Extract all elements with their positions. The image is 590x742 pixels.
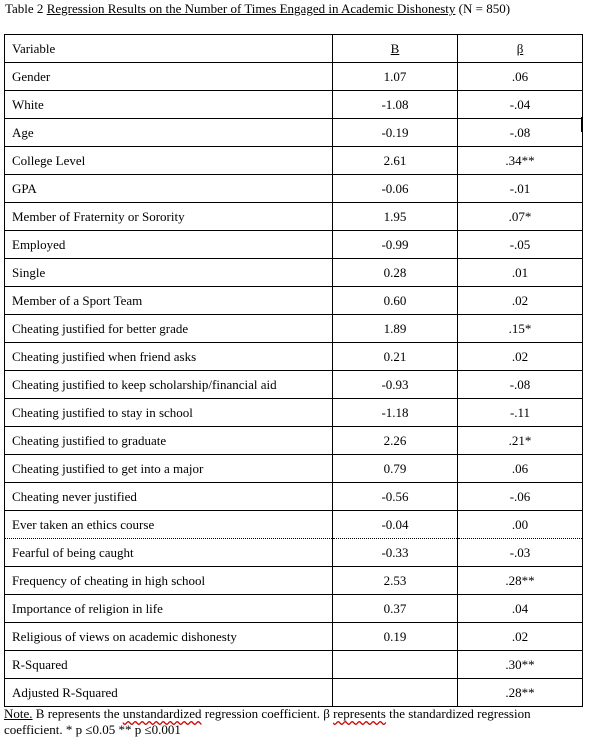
row-b-value: 0.21 bbox=[333, 343, 458, 371]
row-b-value: 0.79 bbox=[333, 455, 458, 483]
row-beta-value: .34** bbox=[458, 147, 583, 175]
table-row bbox=[5, 119, 583, 147]
table-row bbox=[5, 567, 583, 595]
table-row bbox=[5, 427, 583, 455]
table-row bbox=[5, 399, 583, 427]
header-b-label: B bbox=[390, 40, 400, 56]
row-beta-value: -.01 bbox=[458, 175, 583, 203]
row-variable: Age bbox=[5, 119, 333, 147]
table-row bbox=[5, 91, 583, 119]
row-beta-value: .06 bbox=[458, 455, 583, 483]
row-beta-value: .07* bbox=[458, 203, 583, 231]
note-label: Note. bbox=[4, 706, 33, 721]
row-variable: Gender bbox=[5, 63, 333, 91]
table-row bbox=[5, 483, 583, 511]
row-variable: Cheating justified to stay in school bbox=[5, 399, 333, 427]
row-b-value: 2.61 bbox=[333, 147, 458, 175]
row-variable: Employed bbox=[5, 231, 333, 259]
row-b-value: 0.19 bbox=[333, 623, 458, 651]
row-beta-value: .30** bbox=[458, 651, 583, 679]
row-b-value: 2.26 bbox=[333, 427, 458, 455]
note-text-2: regression coefficient. β bbox=[201, 706, 334, 721]
row-b-value: 1.89 bbox=[333, 315, 458, 343]
table-row bbox=[5, 623, 583, 651]
row-variable: Member of a Sport Team bbox=[5, 287, 333, 315]
table-caption bbox=[5, 1, 585, 17]
row-variable: Cheating justified to graduate bbox=[5, 427, 333, 455]
row-beta-value: .04 bbox=[458, 595, 583, 623]
row-b-value: 1.95 bbox=[333, 203, 458, 231]
table-row bbox=[5, 343, 583, 371]
row-variable: White bbox=[5, 91, 333, 119]
table-row bbox=[5, 63, 583, 91]
note-word-unstandardized: unstandardized bbox=[122, 706, 202, 721]
row-variable: R-Squared bbox=[5, 651, 333, 679]
row-beta-value: .02 bbox=[458, 287, 583, 315]
row-beta-value: -.11 bbox=[458, 399, 583, 427]
table-number: Table 2 bbox=[5, 1, 44, 16]
row-beta-value: -.04 bbox=[458, 91, 583, 119]
row-variable: GPA bbox=[5, 175, 333, 203]
row-variable: Religious of views on academic dishonesty bbox=[5, 623, 333, 651]
sample-size: (N = 850) bbox=[458, 1, 511, 16]
header-b bbox=[333, 35, 458, 63]
table-row bbox=[5, 511, 583, 539]
row-beta-value: .28** bbox=[458, 567, 583, 595]
table-row bbox=[5, 147, 583, 175]
row-variable: Cheating justified for better grade bbox=[5, 315, 333, 343]
note-word-represents: represents bbox=[333, 706, 386, 721]
row-b-value bbox=[333, 679, 458, 707]
header-row bbox=[5, 35, 583, 63]
row-b-value: -0.04 bbox=[333, 511, 458, 539]
table-row bbox=[5, 175, 583, 203]
row-b-value: -0.19 bbox=[333, 119, 458, 147]
row-variable: Cheating justified to get into a major bbox=[5, 455, 333, 483]
header-beta bbox=[458, 35, 583, 63]
header-beta-label: β bbox=[516, 40, 524, 56]
table-row bbox=[5, 371, 583, 399]
row-variable: Ever taken an ethics course bbox=[5, 511, 333, 539]
row-variable: Cheating never justified bbox=[5, 483, 333, 511]
row-beta-value: -.06 bbox=[458, 483, 583, 511]
header-variable: Variable bbox=[5, 35, 333, 63]
row-b-value: 2.53 bbox=[333, 567, 458, 595]
table-note bbox=[4, 706, 586, 738]
row-beta-value: -.08 bbox=[458, 371, 583, 399]
row-b-value: -0.33 bbox=[333, 539, 458, 567]
row-beta-value: .00 bbox=[458, 511, 583, 539]
row-beta-value: -.05 bbox=[458, 231, 583, 259]
row-beta-value: .02 bbox=[458, 623, 583, 651]
row-beta-value: -.08 bbox=[458, 119, 583, 147]
row-b-value: -0.93 bbox=[333, 371, 458, 399]
row-b-value: 1.07 bbox=[333, 63, 458, 91]
row-b-value: -1.08 bbox=[333, 91, 458, 119]
row-beta-value: .02 bbox=[458, 343, 583, 371]
row-variable: Importance of religion in life bbox=[5, 595, 333, 623]
row-variable: Cheating justified to keep scholarship/financial aid bbox=[5, 371, 333, 399]
row-beta-value: .28** bbox=[458, 679, 583, 707]
row-variable: Adjusted R-Squared bbox=[5, 679, 333, 707]
row-variable: Member of Fraternity or Sorority bbox=[5, 203, 333, 231]
table-row bbox=[5, 679, 583, 707]
row-beta-value: .01 bbox=[458, 259, 583, 287]
table-row bbox=[5, 595, 583, 623]
row-b-value bbox=[333, 651, 458, 679]
row-beta-value: -.03 bbox=[458, 539, 583, 567]
table-row bbox=[5, 231, 583, 259]
row-variable: Fearful of being caught bbox=[5, 539, 333, 567]
row-b-value: -1.18 bbox=[333, 399, 458, 427]
table-row bbox=[5, 315, 583, 343]
row-b-value: 0.37 bbox=[333, 595, 458, 623]
table-row bbox=[5, 287, 583, 315]
row-b-value: 0.28 bbox=[333, 259, 458, 287]
row-beta-value: .21* bbox=[458, 427, 583, 455]
note-text-3: the standardized regression coefficient. * p ≤0.05 ** p ≤0.001 bbox=[4, 706, 531, 737]
table-title: Regression Results on the Number of Times Engaged in Academic Dishonesty bbox=[46, 1, 456, 16]
row-variable: Cheating justified when friend asks bbox=[5, 343, 333, 371]
row-variable: Single bbox=[5, 259, 333, 287]
row-beta-value: .15* bbox=[458, 315, 583, 343]
note-text-1: B represents the bbox=[32, 706, 123, 721]
table-row bbox=[5, 259, 583, 287]
row-beta-value: .06 bbox=[458, 63, 583, 91]
row-b-value: -0.06 bbox=[333, 175, 458, 203]
table-row bbox=[5, 539, 583, 567]
row-variable: College Level bbox=[5, 147, 333, 175]
row-b-value: 0.60 bbox=[333, 287, 458, 315]
text-cursor-mark bbox=[581, 117, 583, 132]
row-b-value: -0.99 bbox=[333, 231, 458, 259]
row-variable: Frequency of cheating in high school bbox=[5, 567, 333, 595]
table-row bbox=[5, 651, 583, 679]
row-b-value: -0.56 bbox=[333, 483, 458, 511]
table-row bbox=[5, 203, 583, 231]
table-row bbox=[5, 455, 583, 483]
regression-table bbox=[4, 34, 583, 707]
